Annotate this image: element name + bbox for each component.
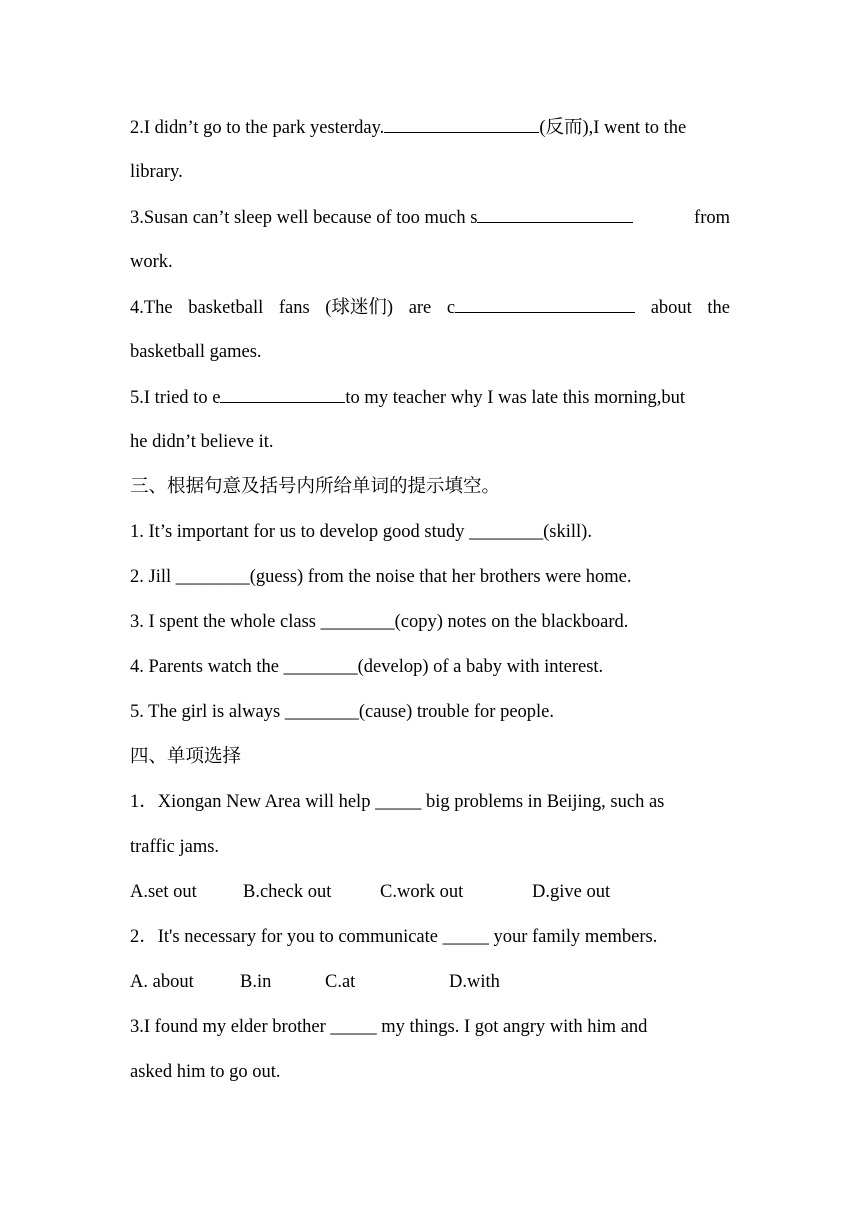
question-3-line-2: work. (130, 252, 173, 272)
mc-question-2-line: 2．It's necessary for you to communicate _____ your family members. (130, 927, 658, 947)
section-3-item: 3. I spent the whole class ________(copy) notes on the blackboard. (130, 612, 629, 632)
option-d: D.give out (532, 882, 611, 902)
word: basketball (188, 298, 264, 318)
section-3-item: 4. Parents watch the ________(develop) of a baby with interest. (130, 657, 604, 677)
mc-question-3-line-2: asked him to go out. (130, 1062, 281, 1082)
option-a: A.set out (130, 882, 197, 902)
section-3-heading: 三、根据句意及括号内所给单词的提示填空。 (130, 477, 501, 497)
mc-question-1-line-1: 1．Xiongan New Area will help _____ big problems in Beijing, such as (130, 792, 665, 812)
question-3-rest: from (694, 208, 730, 228)
word: c (446, 298, 456, 318)
option-b: B.check out (243, 882, 332, 902)
option-a: A. about (130, 972, 194, 992)
question-3-text: 3.Susan can’t sleep well because of too much s (130, 208, 478, 228)
question-4-line-2: basketball games. (130, 342, 262, 362)
section-3-item: 2. Jill ________(guess) from the noise that her brothers were home. (130, 567, 632, 587)
question-2-line-1 (130, 114, 730, 141)
section-3-item: 1. It’s important for us to develop good study ________(skill). (130, 522, 592, 542)
option-c: C.at (325, 972, 356, 992)
option-c: C.work out (380, 882, 464, 902)
answer-blank (477, 204, 633, 223)
mc-question-1-options (130, 879, 730, 905)
answer-blank (220, 384, 345, 403)
question-2-text: 2.I didn’t go to the park yesterday. (130, 118, 385, 138)
question-2-line-2: library. (130, 162, 183, 182)
section-3-item: 5. The girl is always ________(cause) trouble for people. (130, 702, 555, 722)
word: 4.The (130, 298, 173, 318)
question-5-line-1 (130, 384, 730, 411)
question-3-line-1 (130, 204, 730, 231)
question-5-line-2: he didn’t believe it. (130, 432, 274, 452)
option-d: D.with (449, 972, 500, 992)
answer-blank (455, 294, 635, 313)
question-5-text: 5.I tried to e (130, 388, 221, 408)
mc-question-2-options (130, 969, 730, 995)
word: fans (278, 298, 310, 318)
mc-question-1-line-2: traffic jams. (130, 837, 220, 857)
question-4-line-1 (130, 294, 730, 321)
question-2-hint: (反而) (539, 118, 589, 138)
option-b: B.in (240, 972, 272, 992)
question-5-rest: to my teacher why I was late this morning,but (345, 388, 686, 408)
section-4-heading: 四、单项选择 (130, 747, 242, 767)
question-2-rest: ,I went to the (588, 118, 687, 138)
mc-question-3-line-1: 3.I found my elder brother _____ my things. I got angry with him and (130, 1017, 648, 1037)
word: the (707, 298, 730, 318)
question-4-hint: (球迷们) (325, 298, 394, 318)
word: are (408, 298, 432, 318)
word: about (650, 298, 692, 318)
answer-blank (384, 114, 539, 133)
